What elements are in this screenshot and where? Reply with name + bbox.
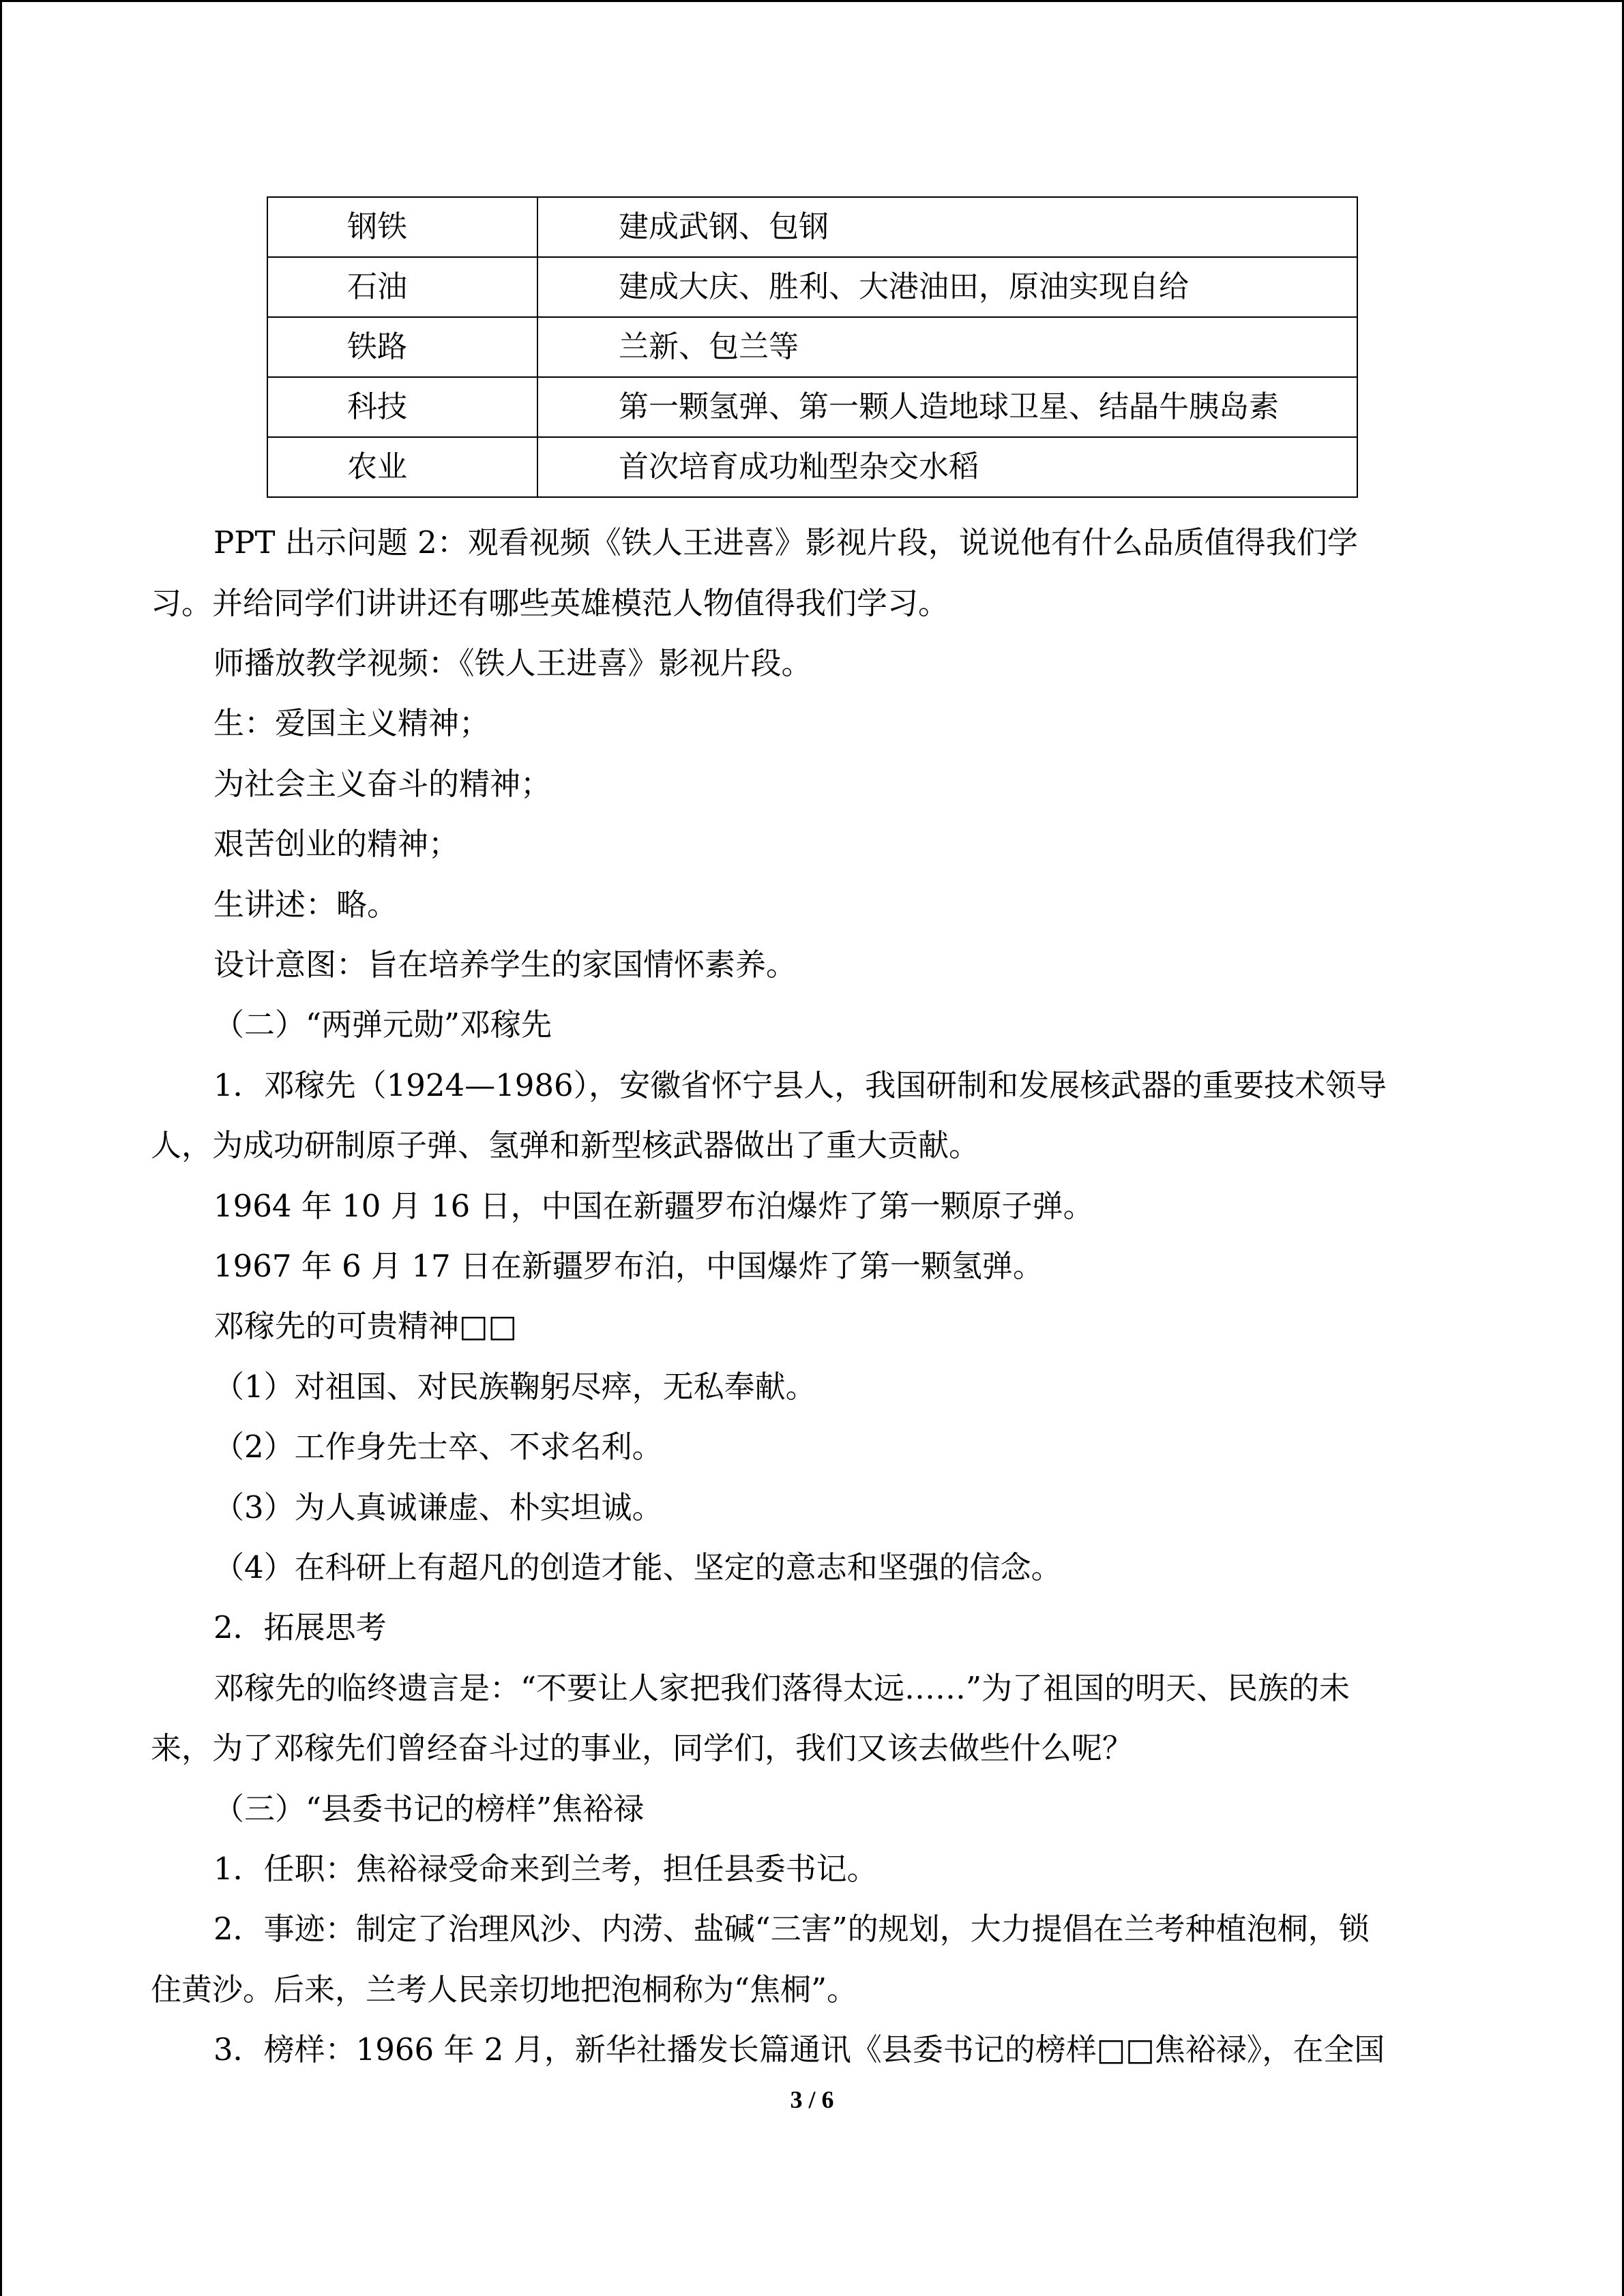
text-line: 1964 年 10 月 16 日，中国在新疆罗布泊爆炸了第一颗原子弹。: [213, 1188, 1094, 1224]
table-row: [267, 437, 1357, 497]
table-cell-field: 钢铁: [267, 197, 537, 257]
text-line: 人，为成功研制原子弹、氢弹和新型核武器做出了重大贡献。: [151, 1127, 980, 1163]
table-cell-field: 石油: [267, 257, 537, 317]
table-cell-achievement: 首次培育成功籼型杂交水稻: [537, 437, 1357, 497]
table-cell-field: 科技: [267, 377, 537, 437]
achievements-table: [267, 196, 1358, 498]
text-line: 师播放教学视频：《铁人王进喜》影视片段。: [213, 645, 812, 681]
text-line: 设计意图：旨在培养学生的家国情怀素养。: [213, 946, 797, 983]
text-line: 1．邓稼先（1924—1986），安徽省怀宁县人，我国研制和发展核武器的重要技术领导: [213, 1067, 1387, 1103]
table-row: [267, 377, 1357, 437]
table-cell-achievement: 建成大庆、胜利、大港油田，原油实现自给: [537, 257, 1357, 317]
text-line: 邓稼先的可贵精神□□: [213, 1308, 518, 1344]
text-line: PPT 出示问题 2：观看视频《铁人王进喜》影视片段，说说他有什么品质值得我们学: [213, 524, 1358, 561]
table-cell-field: 铁路: [267, 317, 537, 377]
section-heading: （三）“县委书记的榜样”焦裕禄: [213, 1791, 645, 1827]
table-cell-achievement: 第一颗氢弹、第一颗人造地球卫星、结晶牛胰岛素: [537, 377, 1357, 437]
text-line: 习。并给同学们讲讲还有哪些英雄模范人物值得我们学习。: [151, 585, 949, 621]
table-row: [267, 197, 1357, 257]
table-cell-achievement: 建成武钢、包钢: [537, 197, 1357, 257]
table-row: [267, 317, 1357, 377]
text-line: 艰苦创业的精神；: [213, 826, 460, 862]
text-line: 1967 年 6 月 17 日在新疆罗布泊，中国爆炸了第一颗氢弹。: [213, 1248, 1044, 1284]
list-item: （3）为人真诚谦虚、朴实坦诚。: [213, 1489, 663, 1525]
text-line: 1．任职：焦裕禄受命来到兰考，担任县委书记。: [213, 1851, 878, 1887]
text-line: 为社会主义奋斗的精神；: [213, 766, 552, 802]
text-line: 生：爱国主义精神；: [213, 705, 490, 741]
text-line: 2．拓展思考: [213, 1609, 387, 1645]
text-line: 来，为了邓稼先们曾经奋斗过的事业，同学们，我们又该去做些什么呢？: [151, 1730, 1134, 1766]
page-edge-top: [0, 0, 1624, 2]
text-line: 3．榜样：1966 年 2 月，新华社播发长篇通讯《县委书记的榜样□□焦裕禄》，在全国: [213, 2031, 1385, 2068]
section-heading: （二）“两弹元勋”邓稼先: [213, 1007, 552, 1043]
text-line: 2．事迹：制定了治理风沙、内涝、盐碱“三害”的规划，大力提倡在兰考种植泡桐，锁: [213, 1911, 1370, 1947]
table-row: [267, 257, 1357, 317]
text-line: 邓稼先的临终遗言是：“不要让人家把我们落得太远……”为了祖国的明天、民族的未: [213, 1670, 1350, 1706]
text-line: 住黄沙。后来，兰考人民亲切地把泡桐称为“焦桐”。: [151, 1971, 858, 2008]
page-number: 3 / 6: [790, 2086, 834, 2113]
table-cell-achievement: 兰新、包兰等: [537, 317, 1357, 377]
page-edge-left: [0, 0, 2, 2296]
list-item: （1）对祖国、对民族鞠躬尽瘁，无私奉献。: [213, 1369, 816, 1405]
list-item: （4）在科研上有超凡的创造才能、坚定的意志和坚强的信念。: [213, 1549, 1062, 1585]
list-item: （2）工作身先士卒、不求名利。: [213, 1429, 663, 1465]
table-cell-field: 农业: [267, 437, 537, 497]
text-line: 生讲述：略。: [213, 886, 398, 923]
